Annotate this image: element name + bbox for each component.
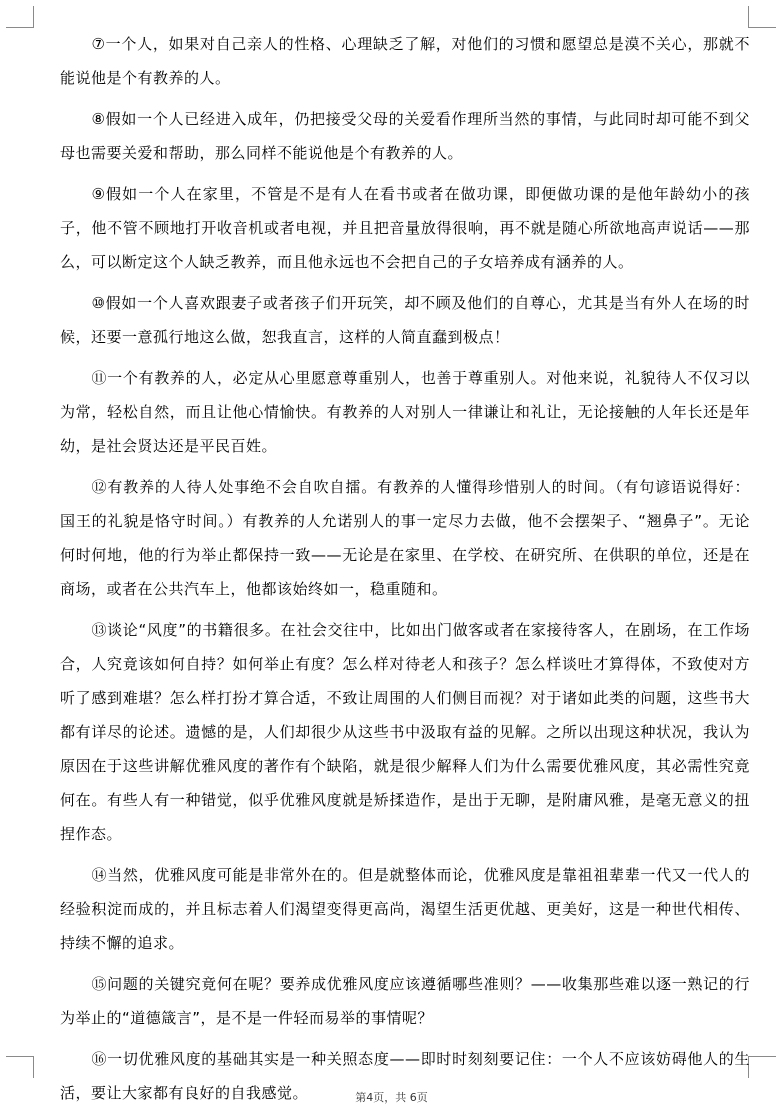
page-footer: 第4页，共 6页 — [355, 1091, 428, 1104]
crop-mark-top-right-v — [748, 6, 749, 28]
crop-mark-bottom-right-h — [749, 1056, 776, 1057]
crop-mark-bottom-left-h — [6, 1056, 33, 1057]
paragraph-8: ⑧假如一个人已经进入成年，仍把接受父母的关爱看作理所当然的事情，与此同时却可能不到父母也需要关爱和帮助，那么同样不能说他是个有教养的人。 — [60, 110, 750, 162]
paragraph-13: ⑬谈论“风度”的书籍很多。在社会交往中，比如出门做客或者在家接待客人，在剧场，在工作场合，人究竟该如何自持？如何举止有度？怎么样对待老人和孩子？怎么样谈吐才算得体，不致使对方听了感到难堪？怎么样打扮才算合适，不致让周围的人们侧目而视？对于诸如此类的问题，这些书大都有详尽的论述。遗憾的是，人们却很少从这些书中汲取有益的见解。之所以出现这种状况，我认为原因在于这些讲解优雅风度的著作有个缺陷，就是很少解释人们为什么需要优雅风度，其必需性究竟何在。有些人有一种错觉，似乎优雅风度就是矫揉造作，是出于无聊，是附庸风雅，是毫无意义的扭捏作态。 — [60, 621, 750, 843]
paragraph-9: ⑨假如一个人在家里，不管是不是有人在看书或者在做功课，即便做功课的是他年龄幼小的孩子，他不管不顾地打开收音机或者电视，并且把音量放得很响，再不就是随心所欲地高声说话——那么，可以断定这个人缺乏教养，而且他永远也不会把自己的子女培养成有涵养的人。 — [60, 185, 750, 271]
crop-mark-bottom-left-v — [33, 1056, 34, 1078]
crop-mark-top-left-h — [6, 27, 33, 28]
paragraph-12: ⑫有教养的人待人处事绝不会自吹自擂。有教养的人懂得珍惜别人的时间。（有句谚语说得好：国王的礼貌是恪守时间。）有教养的人允诺别人的事一定尽力去做，他不会摆架子、“翘鼻子”。无论何时何地，他的行为举止都保持一致——无论是在家里、在学校、在研究所、在供职的单位，还是在商场，或者在公共汽车上，他都该始终如一，稳重随和。 — [60, 478, 750, 598]
paragraph-11: ⑪一个有教养的人，必定从心里愿意尊重别人，也善于尊重别人。对他来说，礼貌待人不仅习以为常，轻松自然，而且让他心情愉快。有教养的人对别人一律谦让和礼让，无论接触的人年长还是年幼，是社会贤达还是平民百姓。 — [60, 369, 750, 455]
paragraph-16: ⑯一切优雅风度的基础其实是一种关照态度——即时时刻刻要记住：一个人不应该妨碍他人的生活，要让大家都有良好的自我感觉。 — [60, 1050, 750, 1102]
crop-mark-top-right-h — [749, 27, 776, 28]
paragraph-15: ⑮问题的关键究竟何在呢？要养成优雅风度应该遵循哪些准则？——收集那些难以逐一熟记的行为举止的“道德箴言”，是不是一件轻而易举的事情呢？ — [60, 975, 750, 1027]
crop-mark-top-left-v — [33, 6, 34, 28]
paragraph-10: ⑩假如一个人喜欢跟妻子或者孩子们开玩笑，却不顾及他们的自尊心，尤其是当有外人在场的时候，还要一意孤行地这么做，恕我直言，这样的人简直蠢到极点！ — [60, 294, 750, 346]
document-body — [60, 27, 750, 1117]
paragraph-7: ⑦一个人，如果对自己亲人的性格、心理缺乏了解，对他们的习惯和愿望总是漠不关心，那就不能说他是个有教养的人。 — [60, 35, 750, 87]
paragraph-14: ⑭当然，优雅风度可能是非常外在的。但是就整体而论，优雅风度是靠祖祖辈辈一代又一代人的经验积淀而成的，并且标志着人们渴望变得更高尚，渴望生活更优越、更美好，这是一种世代相传、持续不懈的追求。 — [60, 866, 750, 952]
